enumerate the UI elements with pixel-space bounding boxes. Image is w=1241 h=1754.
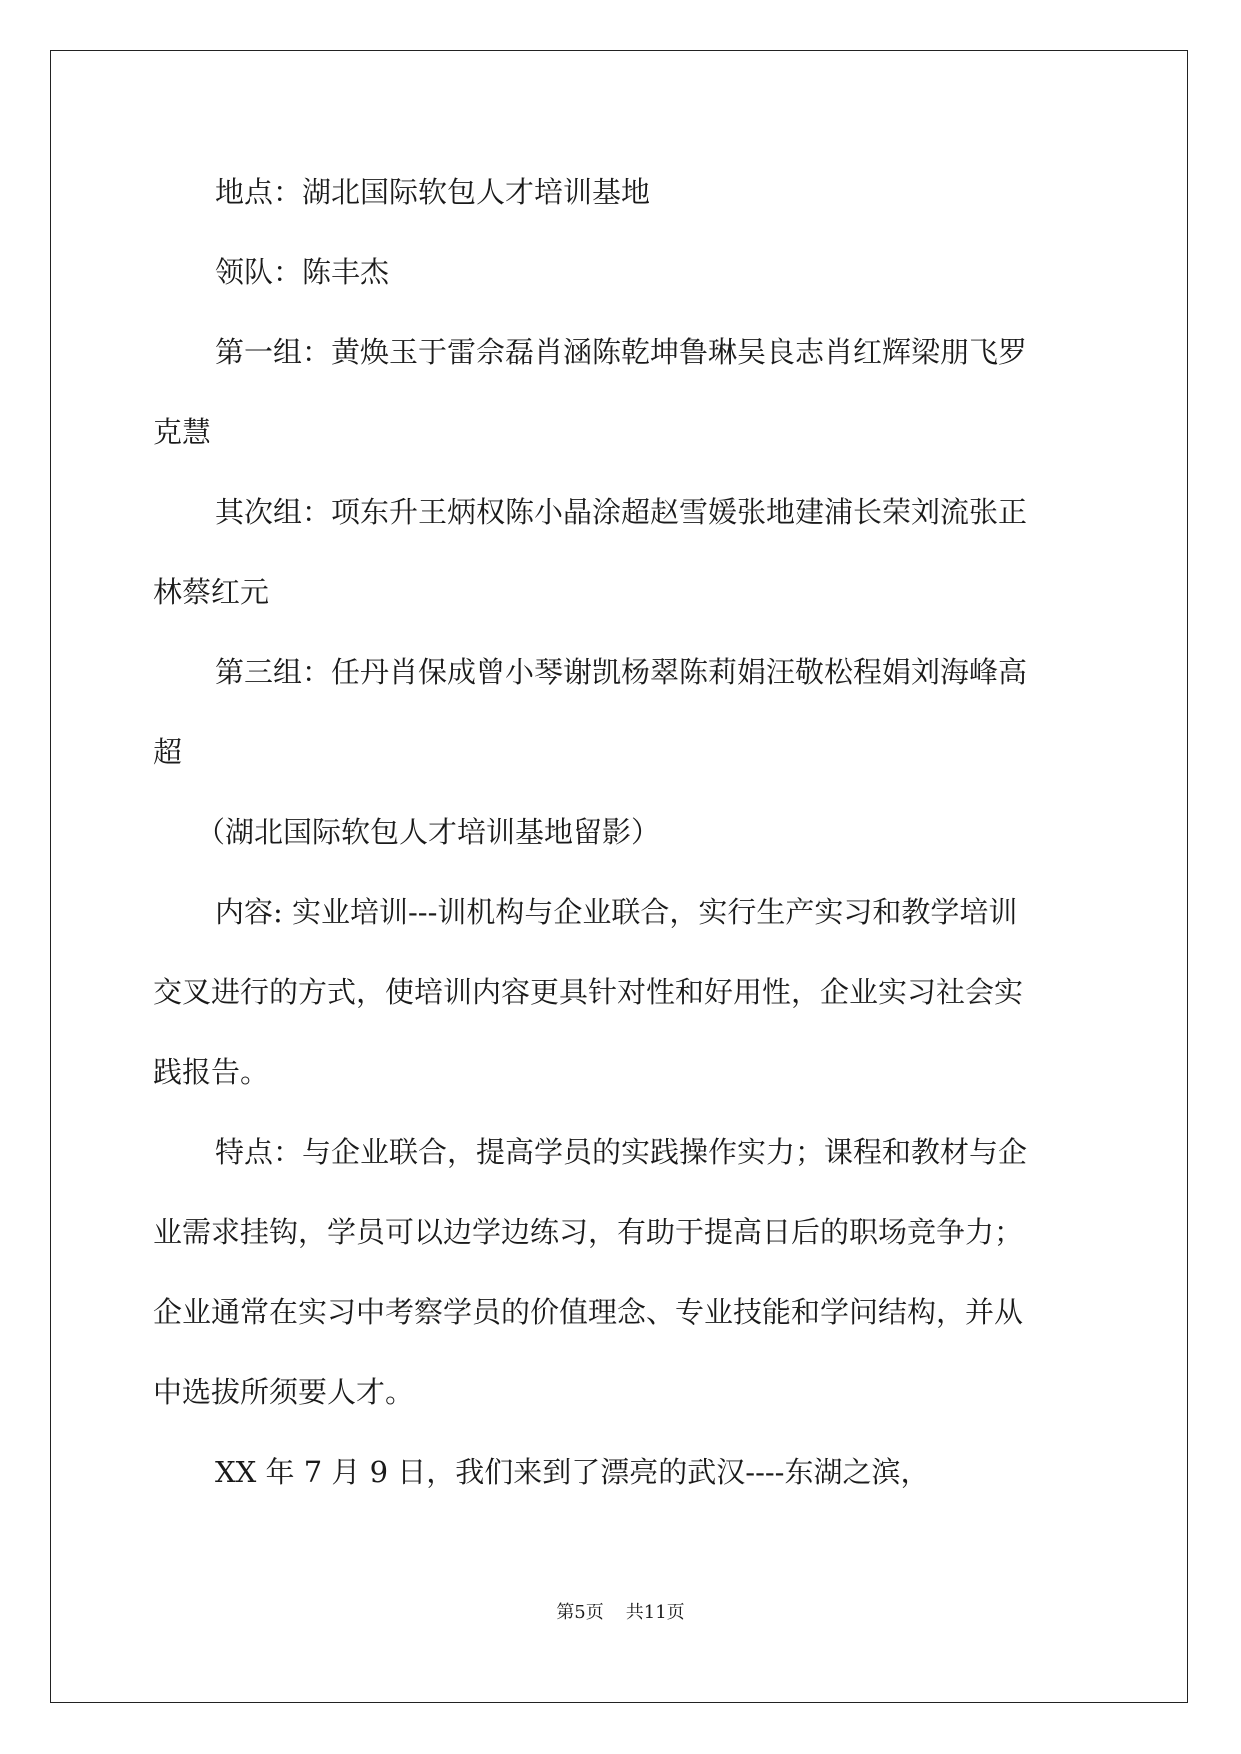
content-paragraph-line-3: 践报告。 (153, 1055, 270, 1089)
group-three-line: 第三组：任丹肖保成曾小琴谢凯杨翠陈莉娟汪敬松程娟刘海峰高 (215, 655, 1028, 689)
page-number: 第5页 (556, 1602, 604, 1623)
group-two-continuation: 林蔡红元 (153, 575, 270, 609)
page-total: 共11页 (625, 1602, 685, 1623)
group-three-continuation: 超 (153, 735, 183, 769)
features-paragraph-line-4: 中选拔所须要人才。 (153, 1375, 415, 1409)
features-paragraph-line-2: 业需求挂钩，学员可以边学边练习，有助于提高日后的职场竞争力； (153, 1215, 1024, 1249)
photo-caption: （湖北国际软包人才培训基地留影） (196, 815, 661, 849)
group-two-line: 其次组：项东升王炳权陈小晶涂超赵雪媛张地建浦长荣刘流张正 (215, 495, 1028, 529)
features-paragraph-line-1: 特点：与企业联合，提高学员的实践操作实力；课程和教材与企 (215, 1135, 1028, 1169)
group-one-line: 第一组：黄焕玉于雷佘磊肖涵陈乾坤鲁琳吴良志肖红辉梁朋飞罗 (215, 335, 1028, 369)
features-paragraph-line-3: 企业通常在实习中考察学员的价值理念、专业技能和学问结构，并从 (153, 1295, 1024, 1329)
leader-line: 领队：陈丰杰 (215, 255, 390, 289)
content-paragraph-line-1: 内容: 实业培训---训机构与企业联合，实行生产实习和教学培训 (215, 895, 1018, 929)
date-paragraph-line: XX 年 7 月 9 日，我们来到了漂亮的武汉----东湖之滨， (215, 1455, 930, 1489)
location-line: 地点：湖北国际软包人才培训基地 (215, 175, 651, 209)
group-one-continuation: 克慧 (153, 415, 212, 449)
content-paragraph-line-2: 交叉进行的方式，使培训内容更具针对性和好用性，企业实习社会实 (153, 975, 1024, 1009)
page-footer (0, 1598, 1241, 1624)
